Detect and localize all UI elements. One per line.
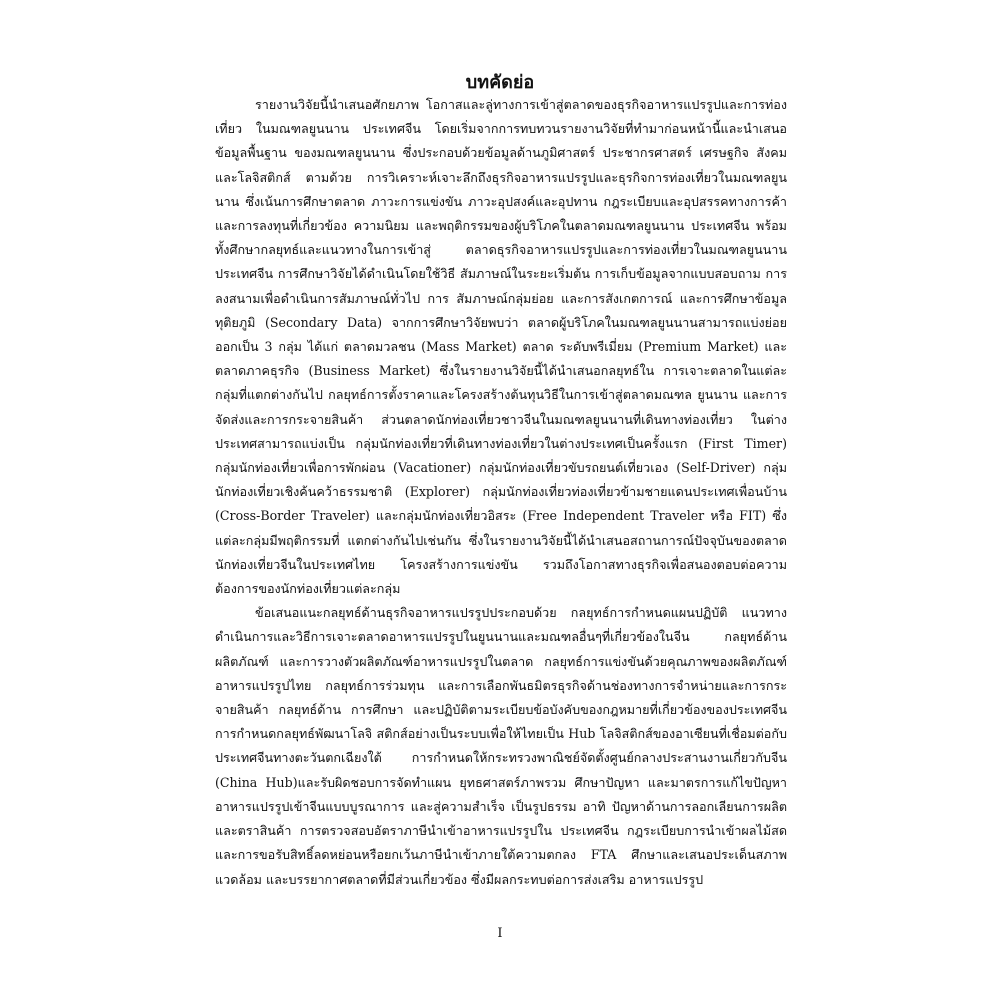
abstract-paragraph-1: รายงานวิจัยนี้นำเสนอศักยภาพ โอกาสและลู่ทางการเข้าสู่ตลาดของธุรกิจอาหารแปรรูปและการท่องเที่ยว ในมณฑลยูนนาน ประเทศจีน โดยเริ่มจากการทบทวนรายงานวิจัยที่ทำมาก่อนหน้านี้และนำเสนอข้อมูลพื้นฐาน ของมณฑลยูนนาน ซึ่งประกอบด้วยข้อมูลด้านภูมิศาสตร์ ประชากรศาสตร์ เศรษฐกิจ สังคมและโลจิสติกส์ ตามด้วย การวิเคราะห์เจาะลึกถึงธุรกิจอาหารแปรรูปและธุรกิจการท่องเที่ยวในมณฑลยูนนาน ซึ่งเน้นการศึกษาตลาด ภาวะการแข่งขัน ภาวะอุปสงค์และอุปทาน กฎระเบียบและอุปสรรคทางการค้าและการลงทุนที่เกี่ยวข้อง ความนิยม และพฤติกรรมของผู้บริโภคในตลาดมณฑลยูนนาน ประเทศจีน พร้อมทั้งศึกษากลยุทธ์และแนวทางในการเข้าสู่ ตลาดธุรกิจอาหารแปรรูปและการท่องเที่ยวในมณฑลยูนนาน ประเทศจีน การศึกษาวิจัยได้ดำเนินโดยใช้วิธี สัมภาษณ์ในระยะเริ่มต้น การเก็บข้อมูลจากแบบสอบถาม การลงสนามเพื่อดำเนินการสัมภาษณ์ทั่วไป การ สัมภาษณ์กลุ่มย่อย และการสังเกตการณ์ และการศึกษาข้อมูลทุติยภูมิ (Secondary Data) จากการศึกษาวิจัยพบว่า ตลาดผู้บริโภคในมณฑลยูนนานสามารถแบ่งย่อยออกเป็น 3 กลุ่ม ได้แก่ ตลาดมวลชน (Mass Market) ตลาด ระดับพรีเมี่ยม (Premium Market) และตลาดภาคธุรกิจ (Business Market) ซึ่งในรายงานวิจัยนี้ได้นำเสนอกลยุทธ์ใน การเจาะตลาดในแต่ละกลุ่มที่แตกต่างกันไป กลยุทธ์การตั้งราคาและโครงสร้างต้นทุนวิธีในการเข้าสู่ตลาดมณฑล ยูนนาน และการจัดส่งและการกระจายสินค้า ส่วนตลาดนักท่องเที่ยวชาวจีนในมณฑลยูนนานที่เดินทางท่องเที่ยว ในต่างประเทศสามารถแบ่งเป็น กลุ่มนักท่องเที่ยวที่เดินทางท่องเที่ยวในต่างประเทศเป็นครั้งแรก (First Timer) กลุ่มนักท่องเที่ยวเพื่อการพักผ่อน (Vacationer) กลุ่มนักท่องเที่ยวขับรถยนต์เที่ยวเอง (Self-Driver) กลุ่ม นักท่องเที่ยวเชิงค้นคว้าธรรมชาติ (Explorer) กลุ่มนักท่องเที่ยวท่องเที่ยวข้ามชายแดนประเทศเพื่อนบ้าน (Cross-Border Traveler) และกลุ่มนักท่องเที่ยวอิสระ (Free Independent Traveler หรือ FIT) ซึ่งแต่ละกลุ่มมีพฤติกรรมที่ แตกต่างกันไปเช่นกัน ซึ่งในรายงานวิจัยนี้ได้นำเสนอสถานการณ์ปัจจุบันของตลาดนักท่องเที่ยวจีนในประเทศไทย โครงสร้างการแข่งขัน รวมถึงโอกาสทางธุรกิจเพื่อสนองตอบต่อความต้องการของนักท่องเที่ยวแต่ละกลุ่ม bbox=[215, 97, 787, 597]
abstract-title: บทคัดย่อ bbox=[465, 72, 535, 93]
abstract-paragraph-2: ข้อเสนอแนะกลยุทธ์ด้านธุรกิจอาหารแปรรูปประกอบด้วย กลยุทธ์การกำหนดแผนปฏิบัติ แนวทาง ดำเนินการและวิธีการเจาะตลาดอาหารแปรรูปในยูนนานและมณฑลอื่นๆที่เกี่ยวข้องในจีน กลยุทธ์ด้านผลิตภัณฑ์ และการวางตัวผลิตภัณฑ์อาหารแปรรูปในตลาด กลยุทธ์การแข่งขันด้วยคุณภาพของผลิตภัณฑ์อาหารแปรรูปไทย กลยุทธ์การร่วมทุน และการเลือกพันธมิตรธุรกิจด้านช่องทางการจำหน่ายและการกระจายสินค้า กลยุทธ์ด้าน การศึกษา และปฏิบัติตามระเบียบข้อบังคับของกฎหมายที่เกี่ยวข้องของประเทศจีน การกำหนดกลยุทธ์พัฒนาโลจิ สติกส์อย่างเป็นระบบเพื่อให้ไทยเป็น Hub โลจิสติกส์ของอาเซียนที่เชื่อมต่อกับประเทศจีนทางตะวันตกเฉียงใต้ การกำหนดให้กระทรวงพาณิชย์จัดตั้งศูนย์กลางประสานงานเกี่ยวกับจีน (China Hub)และรับผิดชอบการจัดทำแผน ยุทธศาสตร์ภาพรวม ศึกษาปัญหา และมาตรการแก้ไขปัญหาอาหารแปรรูปเข้าจีนแบบบูรณาการ และสู่ความสำเร็จ เป็นรูปธรรม อาทิ ปัญหาด้านการลอกเลียนการผลิต และตราสินค้า การตรวจสอบอัตราภาษีนำเข้าอาหารแปรรูปใน ประเทศจีน กฎระเบียบการนำเข้าผลไม้สด และการขอรับสิทธิ์ลดหย่อนหรือยกเว้นภาษีนำเข้าภายใต้ความตกลง FTA ศึกษาและเสนอประเด็นสภาพแวดล้อม และบรรยากาศตลาดที่มีส่วนเกี่ยวข้อง ซึ่งมีผลกระทบต่อการส่งเสริม อาหารแปรรูป bbox=[215, 605, 787, 887]
abstract-body bbox=[215, 93, 787, 892]
page-number: I bbox=[497, 926, 503, 941]
